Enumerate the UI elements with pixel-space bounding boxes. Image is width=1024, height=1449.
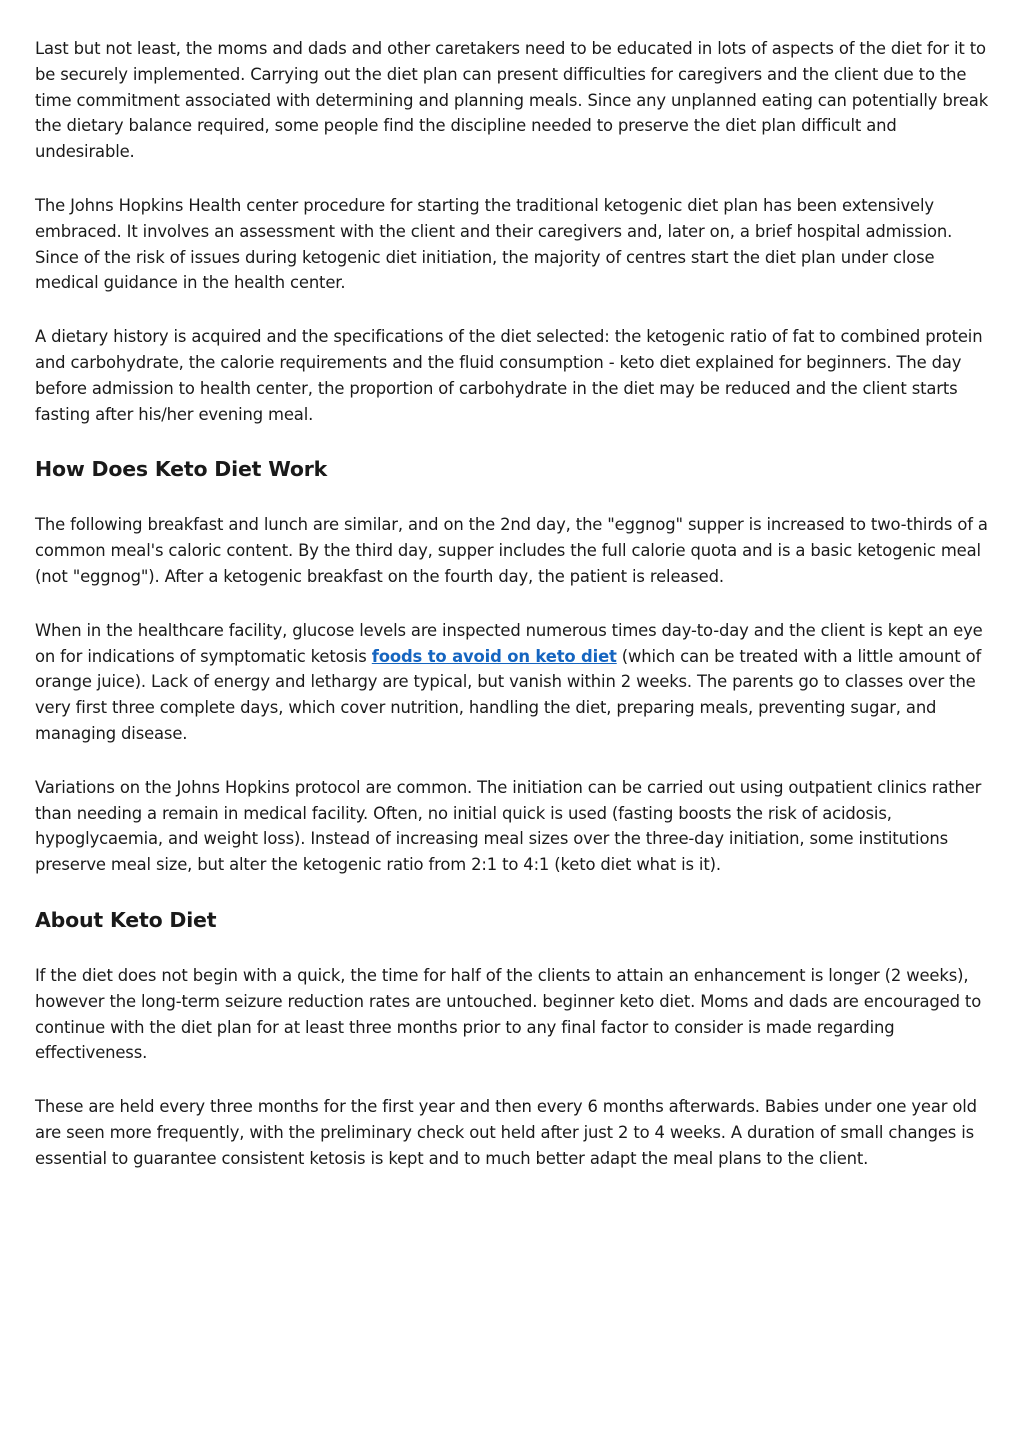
- paragraph-breakfast-lunch: The following breakfast and lunch are similar, and on the 2nd day, the "eggnog" supper is increased to two-thirds of a common meal's caloric content. By the third day, supper includes the full calorie quota and is a basic ketogenic meal (not "eggnog"). After a ketogenic breakfast on the fourth day, the patient is released.: [35, 515, 988, 586]
- paragraph-johns-hopkins-procedure: The Johns Hopkins Health center procedure for starting the traditional ketogenic diet plan has been extensively embraced. It involves an assessment with the client and their caregivers and, later on, a brief hospital admission. Since of the risk of issues during ketogenic diet initiation, the majority of centres start the diet plan under close medical guidance in the health center.: [35, 195, 953, 293]
- paragraph-dietary-history: A dietary history is acquired and the specifications of the diet selected: the ketogenic ratio of fat to combined protein and carbohydrate, the calorie requirements and the fluid consumption - keto diet explained for beginners. The day before admission to health center, the proportion of carbohydrate in the diet may be reduced and the client starts fasting after his/her evening meal.: [35, 327, 983, 424]
- paragraph-no-quick-start: If the diet does not begin with a quick, the time for half of the clients to attain an enhancement is longer (2 weeks), however the long-term seizure reduction rates are untouched. beginner keto diet. Moms and dads are encouraged to continue with the diet plan for at least three months prior to any final factor to consider is made regarding effectiveness.: [35, 965, 982, 1063]
- article-body: [35, 36, 990, 1200]
- paragraph-text-after-link: (which can be treated with a little amount of orange juice). Lack of energy and lethargy are typical, but vanish within 2 weeks. The parents go to classes over the very first three complete days, which cover nutrition, handling the diet, preparing meals, preventing sugar, and managing disease.: [35, 646, 982, 743]
- heading-how-does-keto-diet-work: How Does Keto Diet Work: [35, 457, 328, 482]
- heading-about-keto-diet: About Keto Diet: [35, 907, 217, 932]
- paragraph-caretakers: Last but not least, the moms and dads and other caretakers need to be educated in lots of aspects of the diet for it to be securely implemented. Carrying out the diet plan can present difficulties for caregivers and the client due to the time commitment associated with determining and planning meals. Since any unplanned eating can potentially break the dietary balance required, some people find the discipline needed to preserve the diet plan difficult and undesirable.: [35, 39, 989, 162]
- paragraph-follow-up: These are held every three months for the first year and then every 6 months afterwards. Babies under one year old are seen more frequently, with the preliminary check out held after just 2 to 4 weeks. A duration of small changes is essential to guarantee consistent ketosis is kept and to much better adapt the meal plans to the client.: [35, 1097, 977, 1168]
- foods-to-avoid-link[interactable]: foods to avoid on keto diet: [371, 646, 617, 666]
- paragraph-healthcare-facility: [35, 618, 990, 747]
- paragraph-variations: Variations on the Johns Hopkins protocol are common. The initiation can be carried out using outpatient clinics rather than needing a remain in medical facility. Often, no initial quick is used (fasting boosts the risk of acidosis, hypoglycaemia, and weight loss). Instead of increasing meal sizes over the three-day initiation, some institutions preserve meal size, but alter the ketogenic ratio from 2:1 to 4:1 (keto diet what is it).: [35, 777, 982, 875]
- paragraph-text-before-link: When in the healthcare facility, glucose levels are inspected numerous times day-to-day and the client is kept an eye on for indications of symptomatic ketosis: [35, 620, 983, 666]
